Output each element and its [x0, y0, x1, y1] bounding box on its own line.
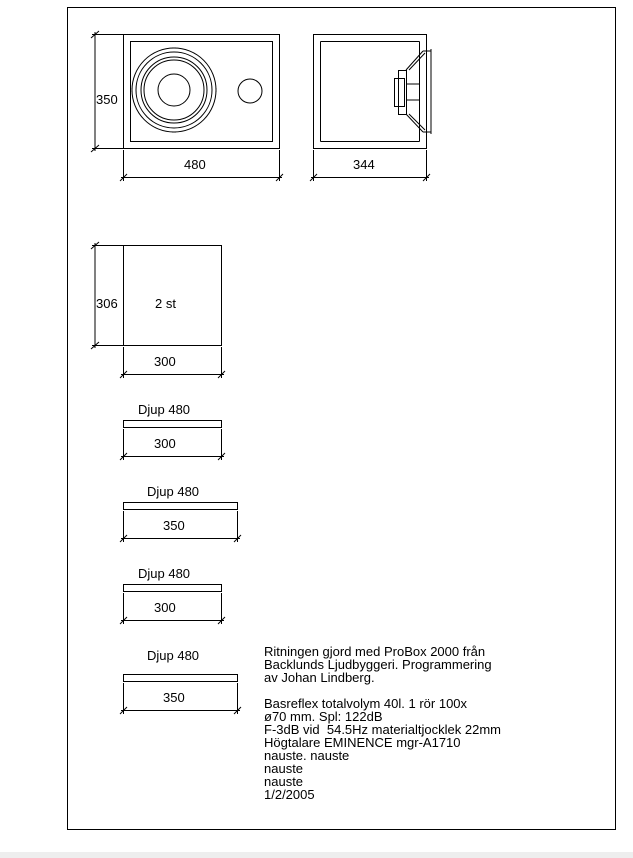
- side-depth-label: 344: [353, 157, 375, 172]
- front-height-label: 350: [96, 92, 118, 107]
- front-view-inner: [131, 42, 273, 142]
- notes-spec-line-3: F-3dB vid 54.5Hz materialtjocklek 22mm: [264, 722, 501, 737]
- panel-3-depth-label: Djup 480: [138, 566, 191, 581]
- bass-port-icon: [238, 79, 262, 103]
- panel-2-board: [124, 503, 238, 510]
- panel-1-board: [124, 421, 222, 428]
- side-panel-quantity: 2 st: [155, 296, 176, 311]
- page-bottom-strip: [0, 852, 633, 858]
- woofer-side-profile-icon: [395, 49, 432, 134]
- notes-spec-line-5: nauste. nauste: [264, 748, 350, 763]
- notes-spec-line-7: nauste: [264, 774, 304, 789]
- panel-width-label: 300: [154, 354, 176, 369]
- panel-4-depth-label: Djup 480: [147, 648, 200, 663]
- side-view: [314, 35, 432, 149]
- notes-credits-line-2: Backlunds Ljudbyggeri. Programmering: [264, 657, 492, 672]
- front-width-label: 480: [184, 157, 206, 172]
- notes-spec-line-6: nauste: [264, 761, 304, 776]
- panel-2-width-label: 350: [163, 518, 185, 533]
- notes-spec-line-4: Högtalare EMINENCE mgr-A1710: [264, 735, 461, 750]
- panel-4-width-label: 350: [163, 690, 185, 705]
- notes-spec-line-2: ø70 mm. Spl: 122dB: [264, 709, 383, 724]
- drawing-notes: [264, 645, 564, 801]
- panel-3-board: [124, 585, 222, 592]
- panel-4-board: [124, 675, 238, 682]
- front-view: [124, 35, 280, 149]
- panel-1-depth-label: Djup 480: [138, 402, 191, 417]
- side-view-outer: [314, 35, 427, 149]
- panel-height-label: 306: [96, 296, 118, 311]
- panel-1-width-label: 300: [154, 436, 176, 451]
- front-view-outer: [124, 35, 280, 149]
- notes-credits-line-1: Ritningen gjord med ProBox 2000 från: [264, 644, 486, 659]
- notes-date: 1/2/2005: [264, 787, 315, 802]
- notes-spec-line-1: Basreflex totalvolym 40l. 1 rör 100x: [264, 696, 468, 711]
- notes-credits-line-3: av Johan Lindberg.: [264, 670, 375, 685]
- panel-3-width-label: 300: [154, 600, 176, 615]
- woofer-icon: [132, 48, 216, 132]
- panel-2-depth-label: Djup 480: [147, 484, 200, 499]
